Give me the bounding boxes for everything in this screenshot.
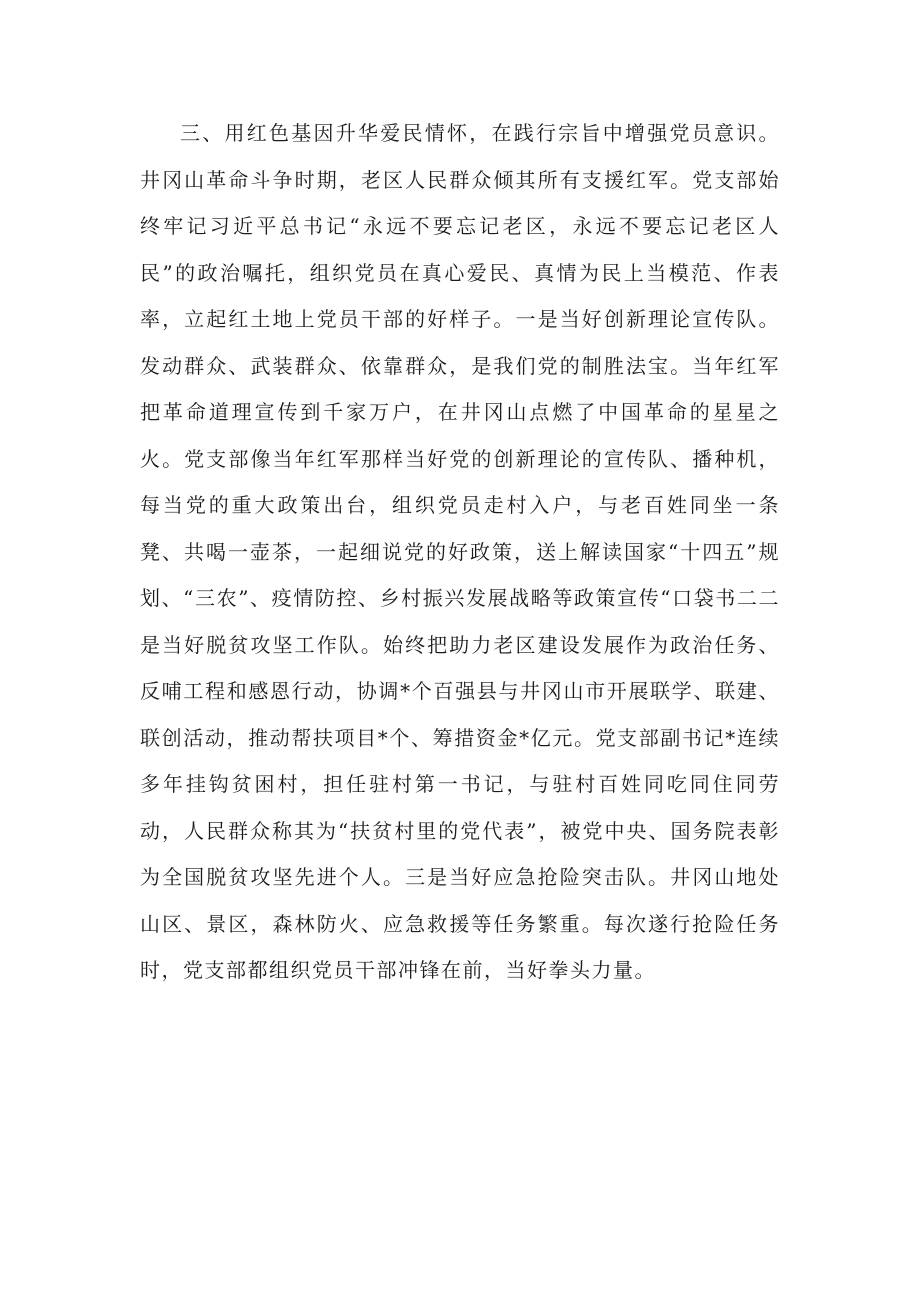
document-body: [140, 110, 780, 994]
body-paragraph: 三、用红色基因升华爱民情怀，在践行宗旨中增强党员意识。井冈山革命斗争时期，老区人民群众倾其所有支援红军。党支部始终牢记习近平总书记“永远不要忘记老区，永远不要忘记老区人民”的政治嘱托，组织党员在真心爱民、真情为民上当模范、作表率，立起红土地上党员干部的好样子。一是当好创新理论宣传队。发动群众、武装群众、依靠群众，是我们党的制胜法宝。当年红军把革命道理宣传到千家万户，在井冈山点燃了中国革命的星星之火。党支部像当年红军那样当好党的创新理论的宣传队、播种机，每当党的重大政策出台，组织党员走村入户，与老百姓同坐一条凳、共喝一壶茶，一起细说党的好政策，送上解读国家“十四五”规划、“三农”、疫情防控、乡村振兴发展战略等政策宣传“口袋书二二是当好脱贫攻坚工作队。始终把助力老区建设发展作为政治任务、反哺工程和感恩行动，协调*个百强县与井冈山市开展联学、联建、联创活动，推动帮扶项目*个、筹措资金*亿元。党支部副书记*连续多年挂钩贫困村，担任驻村第一书记，与驻村百姓同吃同住同劳动，人民群众称其为“扶贫村里的党代表”，被党中央、国务院表彰为全国脱贫攻坚先进个人。三是当好应急抢险突击队。井冈山地处山区、景区，森林防火、应急救援等任务繁重。每次遂行抢险任务时，党支部都组织党员干部冲锋在前，当好拳头力量。: [140, 121, 780, 982]
